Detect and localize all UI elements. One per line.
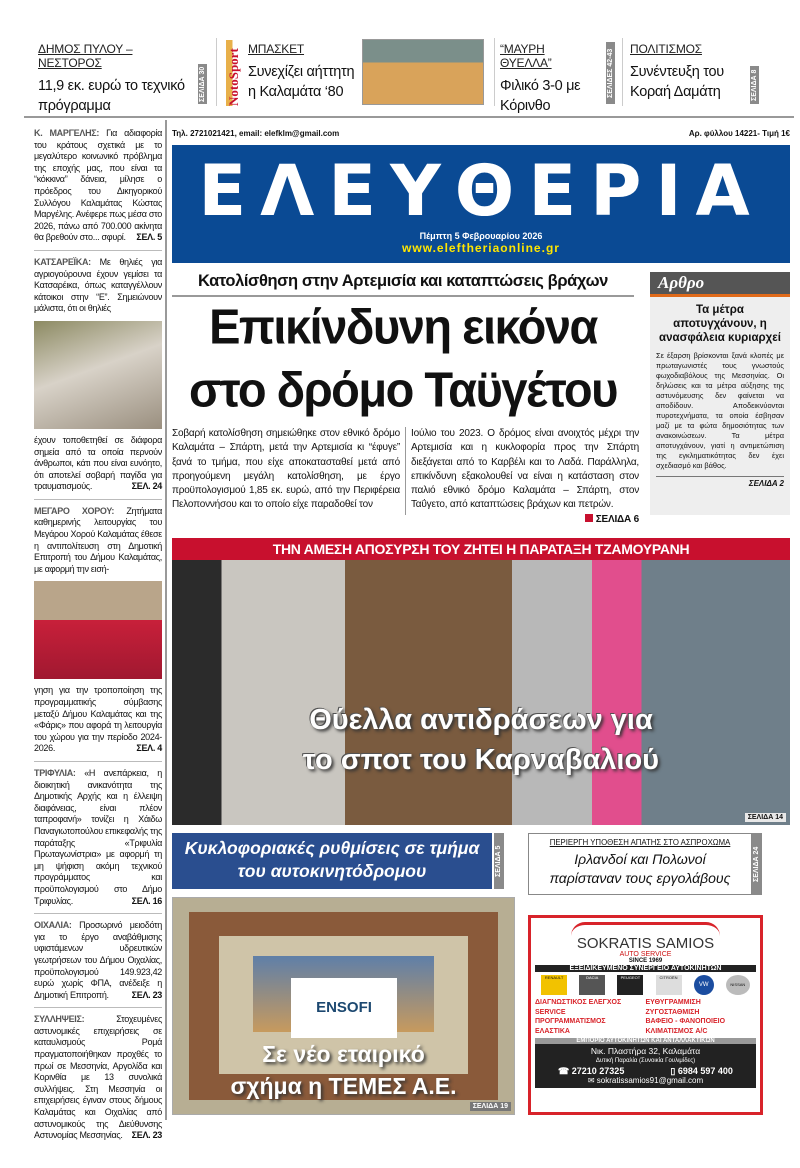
headline-line: Σε νέο εταιρικό [262,1041,425,1067]
ad-tagline: ΕΞΕΙΔΙΚΕΥΜΕΝΟ ΣΥΝΕΡΓΕΙΟ ΑΥΤΟΚΙΝΗΤΩΝ [535,965,756,972]
ad-trade: ΕΜΠΟΡΙΟ ΑΥΤΟΚΙΝΗΤΩΝ ΚΑΙ ΑΝΤΑΛΛΑΚΤΙΚΩΝ [535,1038,756,1044]
masthead [172,145,790,263]
service-item: ΕΛΑΣΤΙΚΑ [535,1027,570,1035]
mobile-icon: ▯ 6984 597 400 [670,1066,733,1076]
newspaper-logo: ΕΛΕΥΘΕΡΙΑ [198,150,764,232]
brief-text: Ζητήματα καθημερινής λειτουργίας του Μεγάρου Χορού Καλαμάτας έθεσε η αντιπολίτευση στη Δημοτική Επιτροπή του Δήμου Καλαμάτας, με αφορμή την εισή- [34,505,163,574]
ad-sub: AUTO SERVICE [619,951,672,958]
nissan-logo: NISSAN [726,975,750,995]
brief-text: έχουν τοποθετηθεί σε διάφορα σημεία από τα οποία περνούν άνθρωποι, κάτι που είναι ευνόητο, ότι αποτελεί σοβαρή παγίδα για τραυματισμούς. [34,434,162,492]
notosport-logo: NotoSport [226,40,242,106]
fraud-teaser[interactable] [528,833,752,895]
headline-line: στο δρόμο Ταϋγέτου [189,361,617,417]
divider [494,38,495,106]
ad-email[interactable]: sokratissamios91@gmail.com [596,1076,704,1085]
brief-key: ΜΕΓΑΡΟ ΧΟΡΟΥ: [34,505,115,516]
opinion-label: Αρθρο [650,272,790,297]
opinion-title: Τα μέτρα αποτυγχάνουν, η ανασφάλεια κυριαρχεί [659,304,781,344]
page-tab: ΣΕΛΙΔΑ 24 [752,833,762,895]
ad-address: Νικ. Πλαστήρα 32, Καλαμάτα [590,1046,701,1056]
brief-oichalia[interactable] [34,914,162,1008]
brief-page: ΣΕΛ. 16 [131,895,162,906]
brief-trifylia[interactable] [34,762,162,914]
headline-line: σχήμα η ΤΕΜΕΣ Α.Ε. [230,1073,457,1099]
contact-info: Τηλ. 2721021421, email: elefklm@gmail.com [172,129,340,138]
fraud-title: Ιρλανδοί και Πολωνοί παρίσταναν τους εργολάβους [549,851,731,886]
service-item: ΕΥΘΥΓΡΑΜΜΙΣΗ [645,999,701,1006]
ad-mobile[interactable]: 6984 597 400 [677,1066,733,1076]
lead-page[interactable] [585,513,639,527]
brief-text: «Η ανεπάρκεια, η διοικητική ανικανότητα της Δημοτικής Αρχής και η έλλειψη διαφάνειας, είναι πλέον ταπροφανή» τονίζει η Χάιδω Παναγιωτοπούλου επικεφαλής της παράταξης «Τριφυλία Πρωταγωνίστρια» με αφορμή τη μη ψήφιση ακόμη τεχνικού προγράμματος και προϋπολογισμού στο Δήμο Τριφυλίας. [34,768,162,906]
brief-key: Κ. ΜΑΡΓΕΛΗΣ: [34,128,100,138]
ad-area: Δυτική Παραλία (Συνοικία Γουλιμίδες) [595,1058,696,1064]
briefs-column [34,122,162,1148]
brief-page: ΣΕΛ. 23 [131,1130,162,1141]
peugeot-logo: PEUGEOT [617,975,643,995]
temes-headline [173,1038,514,1102]
page-tab: ΣΕΛΙΔΑ 5 [494,833,504,889]
column-divider [165,120,167,1120]
brief-page: ΣΕΛ. 24 [131,481,162,492]
brief-katsareika[interactable] [34,251,162,500]
brief-text: Στοχευμένες αστυνομικές επιχειρήσεις σε καταυλισμούς Ρομά πραγματοποιήθηκαν προχθές το πρωί σε Μεσσηνία, Αργολίδα και Κορινθία με 13 συνολικά συλλήψεις. Στη Μεσσηνία οι επιχειρήσεις έγιναν στους δήμους Καλαμάτας και Οιχαλίας από αστυνομικούς της Διεύθυνσης Αστυνομίας Μεσσηνίας. [34,1014,162,1141]
brief-text: Για αδιαφορία του κράτους σχετικά με το μεγαλύτερο κοινωνικό πρόβλημα της εποχής μας, που είναι τα “κόκκινα” δάνεια, μίλησε ο πρόεδρος του Δικηγορικού Συλλόγου Καλαμάτας Κώστας Μαργέλης. Ανέφερε πως μέσα στο 2026, πάνω από 700.000 ακίνητα θα βρεθούν στο... σφυρί. [34,128,162,243]
service-item: ΚΛΙΜΑΤΙΣΜΟΣ A/C [645,1027,708,1035]
teaser-title: 11,9 εκ. ευρώ το τεχνικό πρόγραμμα [38,78,185,114]
headline-line: το σποτ του Καρναβαλιού [302,744,660,776]
lead-kicker: Κατολίσθηση στην Αρτεμισία και καταπτώσεις βράχων [172,272,634,297]
brief-page: ΣΕΛ. 23 [131,989,162,1000]
teaser-basket[interactable] [248,42,358,102]
ad-phone[interactable]: 27210 27325 [571,1066,625,1076]
page-tab: ΣΕΛΙΔΕΣ 42-43 [606,42,615,104]
traffic-teaser[interactable]: Κυκλοφοριακές ρυθμίσεις σε τμήμα του αυτοκινητόδρομου [172,833,492,889]
vw-logo: VW [694,975,714,995]
ad-contact [535,1044,756,1088]
opinion-page: ΣΕΛΙΔΑ 2 [656,476,784,488]
fraud-kicker: ΠΕΡΙΕΡΓΗ ΥΠΟΘΕΣΗ ΑΠΑΤΗΣ ΣΤΟ ΑΣΠΡΟΧΩΜΑ [549,838,731,847]
brief-page: ΣΕΛ. 5 [136,232,162,243]
teaser-title: Συνέντευξη του Κοραή Δαμάτη [630,64,724,100]
teaser-mavri-thyella[interactable] [500,42,595,116]
service-item: ΔΙΑΓΝΩΣΤΙΚΟΣ ΕΛΕΓΧΟΣ [535,999,622,1006]
dacia-logo: DACIA [579,975,605,995]
ad-brand: SOKRATIS SAMIOS [576,935,715,952]
service-item: ΒΑΦΕΙΟ - ΦΑΝΟΠΟΙΕΙΟ [645,1018,726,1025]
brief-key: ΣΥΛΛΗΨΕΙΣ: [34,1014,85,1025]
brief-syllipseis[interactable] [34,1008,162,1148]
brief-text: γηση για την τροποποίηση της προγραμματικής σύμβασης μεταξύ Δήμου Καλαμάτας και της «Φάρις» που αφορά τη λειτουργία του χώρου για την περίοδο 2024-2026. [34,685,162,754]
ad-since: SINCE 1969 [628,958,663,964]
services-list [531,998,760,1036]
brief-text: Προσωρινό μειοδότη για το έργο αναβάθμισης υφιστάμενων υδρευτικών γεωτρήσεων του Δήμου Οιχαλίας, προϋπολογισμού 149.923,42 ευρώ χωρίς ΦΠΑ, ανέδειξε η Δημοτική Επιτροπή. [34,920,162,1000]
citroen-logo: CITROËN [656,975,682,995]
brief-page: ΣΕΛ. 4 [136,743,162,754]
brief-key: ΤΡΙΦΥΛΙΑ: [34,768,76,778]
phone-icon: ☎ 27210 27325 [558,1066,625,1076]
headline-line: Θύελλα αντιδράσεων για [309,704,653,736]
service-item: ΠΡΟΓΡΑΜΜΑΤΙΣΜΟΣ [535,1018,606,1025]
photo-story-banner: ΤΗΝ ΑΜΕΣΗ ΑΠΟΣΥΡΣΗ ΤΟΥ ΖΗΤΕΙ Η ΠΑΡΑΤΑΞΗ ΤΖΑΜΟΥΡΑΝΗ [172,538,790,560]
carnival-spot-photo[interactable] [172,560,790,825]
service-item: ΖΥΓΟΣΤΑΘΜΙΣΗ [645,1008,700,1016]
car-logo-icon [571,922,720,936]
top-rule [24,116,794,118]
brand-logos [535,975,756,995]
teaser-pylos[interactable] [38,42,188,116]
page-tab: ΣΕΛΙΔΑ 30 [198,64,207,104]
theatre-photo [34,581,162,679]
lead-headline[interactable] [172,295,634,421]
sokratis-samios-ad[interactable] [528,915,763,1115]
page-tab: ΣΕΛΙΔΑ 8 [750,66,759,104]
divider [405,427,406,515]
teaser-kicker: ΜΠΑΣΚΕΤ [248,42,305,56]
opinion-text: Σε έξαρση βρίσκονται ξανά κλοπές με πρωταγωνιστές τους γνωστούς φωχοδιαβόλους της Μεσσηνίας. Οι δηλώσεις και τα μέτρα αύξησης της αστυνόμευσης δεν φαίνεται να αποδίδουν. Αποδεικνύονται πυροτεχνήματα, τα οποία έσβησαν μαζί με τα φώτα δημοσιότητας των ανακοινώσεων. Τα μέτρα αποτυγχάνουν, γιατί η αντιμετώπιση της εγκληματικότητας δεν έχει σχεδιασμό και βάθος. [656,351,784,470]
snare-photo [34,321,162,429]
ensofi-logo: ENSOFI [291,978,397,1038]
issue-date: Πέμπτη 5 Φεβρουαρίου 2026 [419,231,543,241]
lead-body-col1: Σοβαρή κατολίσθηση σημειώθηκε στον εθνικό δρόμο Καλαμάτα – Σπάρτη, μετά την Αρτεμισία κι “έφυγε” ξανά το τμήμα, που είχε αποκατασταθεί μετά από προηγούμενη μεγάλη κατολίσθηση, με έργο προϋπολογισμού 1,85 εκ. ευρώ, από την Περιφέρεια Πελοποννήσου και το οποίο είχε παραδοθεί τον [172,428,400,511]
teaser-kicker: ΠΟΛΙΤΙΣΜΟΣ [630,42,702,56]
teaser-title: Φιλικό 3-0 με Κόρινθο [500,78,581,114]
service-item: SERVICE [535,1008,566,1016]
issue-info: Αρ. φύλλου 14221- Τιμή 1€ [688,129,790,138]
page-ref: ΣΕΛΙΔΑ 6 [595,513,639,525]
page-tab: ΣΕΛΙΔΑ 19 [470,1102,511,1111]
page-tab: ΣΕΛΙΔΑ 14 [745,813,786,822]
basketball-photo [362,39,484,105]
divider [216,38,217,106]
brief-megaro-xorou[interactable] [34,500,162,762]
website-link[interactable]: www.eleftheriaonline.gr [402,241,560,255]
teaser-title: Συνεχίζει αήττητη η Καλαμάτα ‘80 [248,64,355,100]
email-icon: ✉ sokratissamios91@gmail.com [587,1076,704,1085]
brief-key: ΟΙΧΑΛΙΑ: [34,920,72,931]
divider [622,38,623,106]
renault-logo: RENAULT [541,975,567,995]
photo-headline [172,700,790,780]
teaser-kicker: ΔΗΜΟΣ ΠΥΛΟΥ – ΝΕΣΤΟΡΟΣ [38,42,133,70]
opinion-box[interactable] [650,272,790,515]
lead-body-col2 [411,427,639,527]
temes-story[interactable] [172,897,515,1115]
teaser-politismos[interactable] [630,42,740,102]
teaser-kicker: “ΜΑΥΡΗ ΘΥΕΛΛΑ” [500,42,552,70]
headline-line: Επικίνδυνη εικόνα [209,298,597,354]
brief-margelis[interactable] [34,122,162,251]
brief-text: Με θηλιές για αγριογούρουνα έχουν γεμίσει τα Κατσαρέικα, όπως καταγγέλλουν κάτοικοι στην “Ε”. Σημειώνουν μάλιστα, ότι οι θηλιές [34,256,162,314]
lead-text: Ιούλιο του 2023. Ο δρόμος είναι ανοιχτός μέχρι την Αρτεμισία και η κυκλοφορία προς την Σπάρτη διεξάγεται από το Καρβέλι και το Λαδά. Παράλληλα, επικίνδυνη εξακολουθεί να είναι η κατάσταση στον παλιό εθνικό δρόμο Καλαμάτα – Σπάρτη, στον Ταΰγετο, από καταπτώσεις βράχων και πετρών. [411,428,639,511]
brief-key: ΚΑΤΣΑΡΕΪΚΑ: [34,256,91,267]
